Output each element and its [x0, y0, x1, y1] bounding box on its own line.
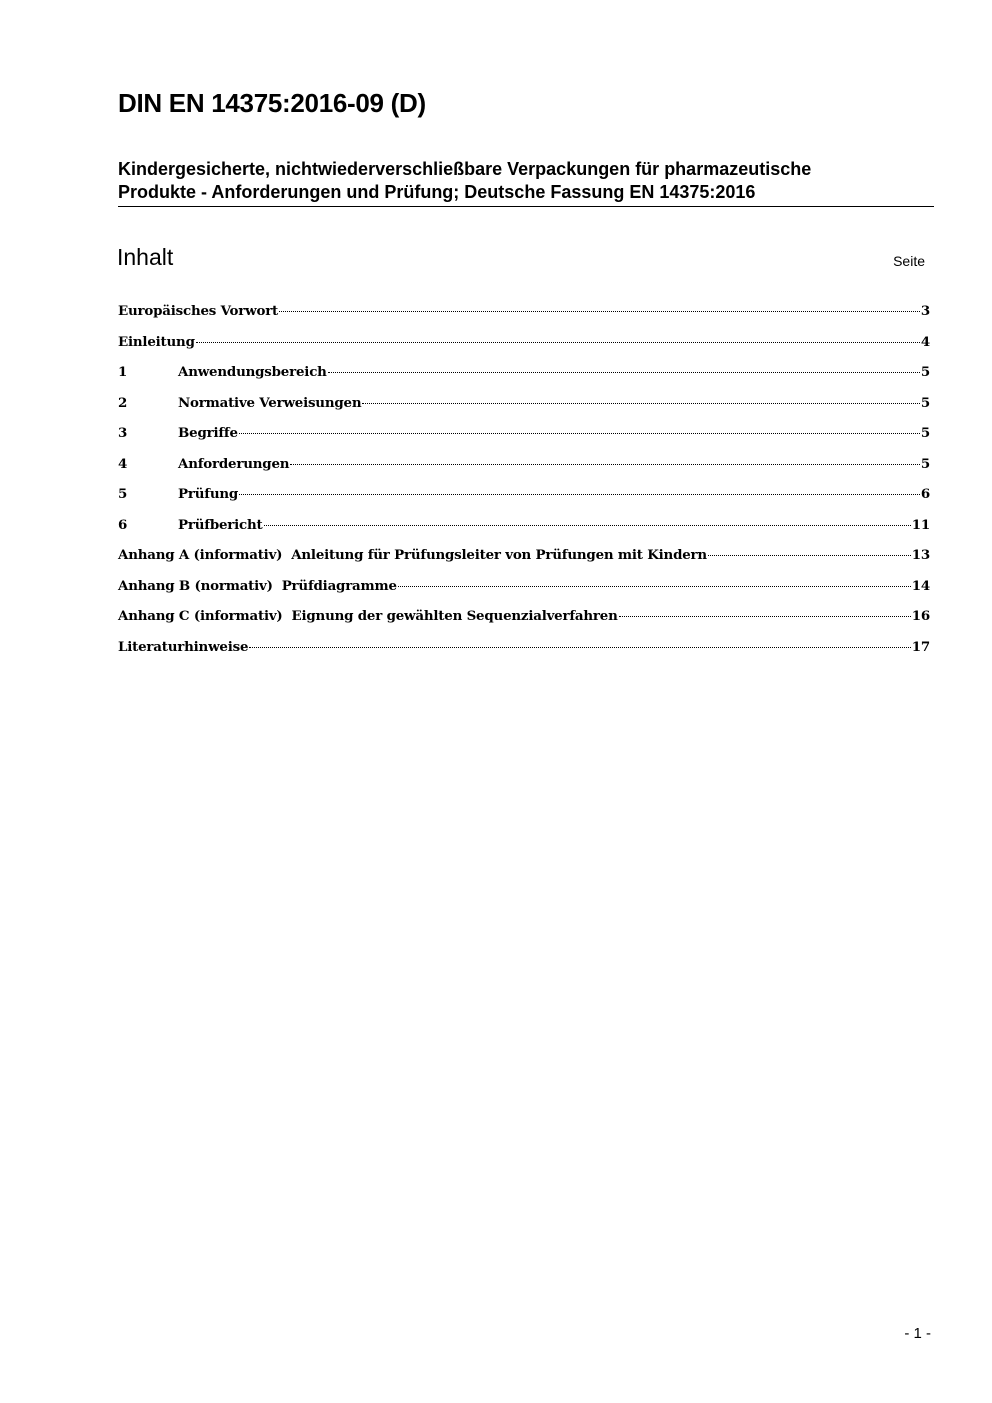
toc-entry-text: Europäisches Vorwort	[118, 303, 279, 319]
toc-entry-number: 1	[118, 364, 128, 380]
toc-entry-number: 3	[118, 425, 128, 441]
table-of-contents	[118, 299, 930, 665]
toc-page-label: Seite	[893, 253, 925, 269]
toc-entry-page: 4	[920, 333, 930, 350]
toc-entry-anforderungen[interactable]	[118, 452, 930, 483]
document-id: DIN EN 14375:2016-09 (D)	[118, 88, 426, 118]
toc-entry-number: 6	[118, 516, 128, 533]
toc-entry-pruefung[interactable]	[118, 482, 930, 513]
toc-entry-anhang-c[interactable]	[118, 604, 930, 635]
toc-dot-leader	[290, 464, 920, 465]
toc-entry-page: 16	[911, 608, 930, 624]
toc-dot-leader	[328, 372, 920, 373]
toc-entry-text: Literaturhinweise	[118, 638, 249, 655]
toc-dot-leader	[619, 616, 911, 617]
toc-entry-europaeisches-vorwort[interactable]	[118, 299, 930, 330]
toc-entry-text: Prüfung	[178, 486, 239, 502]
toc-entry-page: 6	[920, 486, 930, 502]
toc-entry-text: Anhang A (informativ) Anleitung für Prüfungsleiter von Prüfungen mit Kindern	[118, 547, 707, 563]
toc-entry-text: Anforderungen	[178, 455, 290, 472]
toc-entry-literaturhinweise[interactable]	[118, 635, 930, 666]
toc-dot-leader	[279, 311, 920, 312]
toc-entry-text: Prüfbericht	[178, 516, 263, 533]
toc-dot-leader	[362, 403, 919, 404]
toc-entry-page: 5	[920, 394, 930, 411]
toc-dot-leader	[196, 342, 920, 343]
toc-entry-page: 5	[920, 455, 930, 472]
toc-entry-page: 13	[911, 547, 930, 563]
toc-entry-number: 4	[118, 455, 128, 472]
toc-entry-anhang-a[interactable]	[118, 543, 930, 574]
document-title-line-1: Kindergesicherte, nichtwiederverschließbare Verpackungen für pharmazeutische	[118, 159, 812, 179]
toc-entry-text: Normative Verweisungen	[178, 394, 362, 411]
toc-entry-number: 5	[118, 486, 128, 502]
toc-entry-text: Einleitung	[118, 333, 195, 350]
toc-entry-anwendungsbereich[interactable]	[118, 360, 930, 391]
toc-dot-leader	[239, 494, 920, 495]
toc-entry-text: Anhang C (informativ) Eignung der gewählten Sequenzialverfahren	[118, 608, 618, 624]
toc-entry-page: 11	[911, 516, 930, 533]
toc-entry-text: Anhang B (normativ) Prüfdiagramme	[118, 577, 397, 594]
document-title	[118, 158, 934, 207]
page-number: - 1 -	[904, 1325, 931, 1342]
toc-dot-leader	[249, 647, 910, 648]
toc-entry-page: 17	[911, 638, 930, 655]
toc-entry-anhang-b[interactable]	[118, 574, 930, 605]
toc-dot-leader	[708, 555, 911, 556]
toc-entry-normative-verweisungen[interactable]	[118, 391, 930, 422]
toc-entry-einleitung[interactable]	[118, 330, 930, 361]
toc-entry-page: 5	[920, 364, 930, 380]
toc-heading: Inhalt	[117, 244, 174, 270]
toc-dot-leader	[264, 525, 911, 526]
toc-entry-text: Begriffe	[178, 425, 238, 441]
toc-dot-leader	[239, 433, 920, 434]
toc-entry-number: 2	[118, 394, 128, 411]
toc-entry-text: Anwendungsbereich	[178, 364, 327, 380]
toc-entry-page: 5	[920, 425, 930, 441]
toc-entry-pruefbericht[interactable]	[118, 513, 930, 544]
toc-entry-page: 3	[920, 303, 930, 319]
document-title-line-2: Produkte - Anforderungen und Prüfung; Deutsche Fassung EN 14375:2016	[118, 182, 756, 202]
toc-dot-leader	[398, 586, 911, 587]
toc-entry-begriffe[interactable]	[118, 421, 930, 452]
toc-entry-page: 14	[911, 577, 930, 594]
